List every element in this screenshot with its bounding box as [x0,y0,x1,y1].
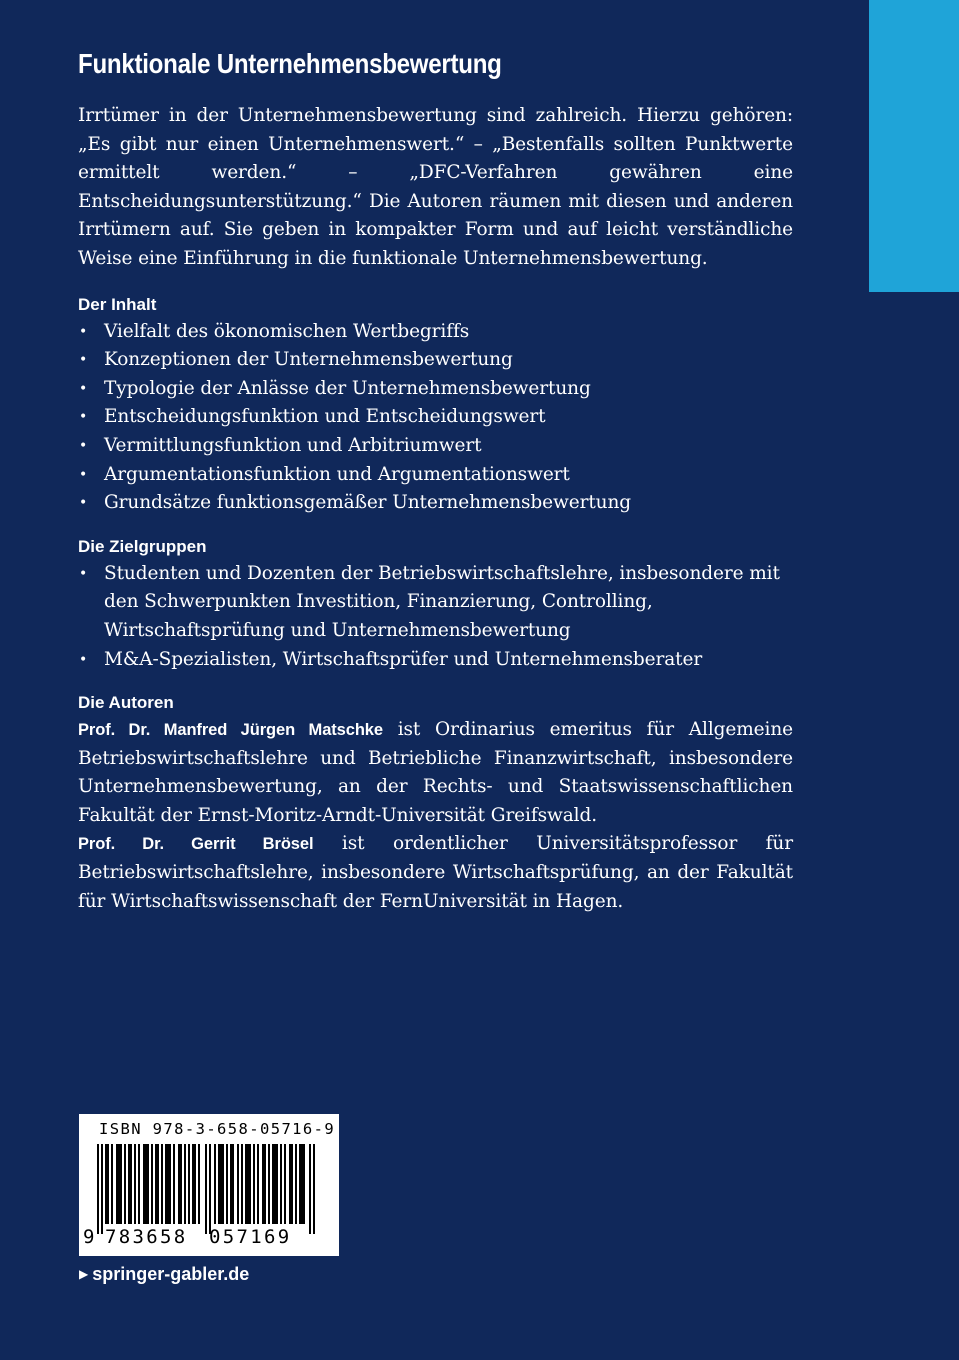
list-item: • Studenten und Dozenten der Betriebswirtschaftslehre, insbesondere mit den Schwerpunkten Investition, Finanzierung, Controlling, Wirtschaftsprüfung und Unternehmensbewertung [78,560,793,646]
list-item: • Vermittlungsfunktion und Arbitriumwert [78,432,793,461]
isbn-label: ISBN 978-3-658-05716-9 [99,1120,336,1138]
section-inhalt [78,292,793,518]
list-item: • Grundsätze funktionsgemäßer Unternehmensbewertung [78,489,793,518]
isbn-barcode [79,1114,339,1256]
bullet-icon: • [79,466,88,483]
list-item: • M&A-Spezialisten, Wirtschaftsprüfer und Unternehmensberater [78,646,793,675]
barcode-digits-right: 057169 [209,1226,292,1248]
author-2-text: ist ordentlicher Universitätsprofessor für Betriebswirtschaftslehre, insbesondere Wirtschaftsprüfung, an der Fakultät für Wirtschaftswissenschaft der FernUniversität in Hagen. [78,833,793,912]
author-2-name: Prof. Dr. Gerrit Brösel [78,835,314,854]
list-item: • Typologie der Anlässe der Unternehmensbewertung [78,375,793,404]
author-1-bio [78,716,793,830]
list-item: • Entscheidungsfunktion und Entscheidungswert [78,403,793,432]
bullet-icon: • [79,651,88,668]
autoren-heading: Die Autoren [78,693,174,713]
bullet-icon: • [79,409,88,426]
back-cover-content [78,42,793,916]
website-label: springer-gabler.de [92,1264,250,1284]
arrow-right-icon: ▶ [79,1267,89,1281]
list-item: • Konzeptionen der Unternehmensbewertung [78,346,793,375]
bullet-icon: • [79,352,88,369]
inhalt-list [78,318,793,518]
book-title: Funktionale Unternehmensbewertung [78,48,502,79]
author-2-bio [78,830,793,916]
bullet-icon: • [79,495,88,512]
inhalt-heading: Der Inhalt [78,294,157,314]
barcode-digit-first: 9 [83,1226,95,1248]
section-zielgruppen [78,534,793,674]
bullet-icon: • [79,437,88,454]
zielgruppen-list [78,560,793,674]
accent-bar [869,0,959,292]
barcode-digits-left: 783658 [105,1226,188,1248]
publisher-website-link[interactable] [79,1262,249,1288]
zielgruppen-heading: Die Zielgruppen [78,536,207,556]
intro-paragraph: Irrtümer in der Unternehmensbewertung sind zahlreich. Hierzu gehören: „Es gibt nur einen Unternehmenswert.“ – „Bestenfalls sollten Punktwerte ermittelt werden.“ – „DFC-Verfahren gewähren eine Entscheidungsunterstützung.“ Die Autoren räumen mit diesen und anderen Irrtümern auf. Sie geben in kompakter Form und auf leicht verständliche Weise eine Einführung in die funktionale Unternehmensbewertung. [78,105,793,269]
author-1-name: Prof. Dr. Manfred Jürgen Matschke [78,721,383,740]
section-autoren [78,690,793,916]
bullet-icon: • [79,323,88,340]
list-item: • Argumentationsfunktion und Argumentationswert [78,461,793,490]
list-item: • Vielfalt des ökonomischen Wertbegriffs [78,318,793,347]
author-1-text: ist Ordinarius emeritus für Allgemeine Betriebswirtschaftslehre und Betriebliche Finanzwirtschaft, insbesondere Unternehmensbewertung, an der Rechts- und Staatswissenschaftlichen Fakultät der Ernst-Moritz-Arndt-Universität Greifswald. [78,719,794,826]
bullet-icon: • [79,565,88,582]
barcode-icon [97,1144,323,1234]
bullet-icon: • [79,380,88,397]
